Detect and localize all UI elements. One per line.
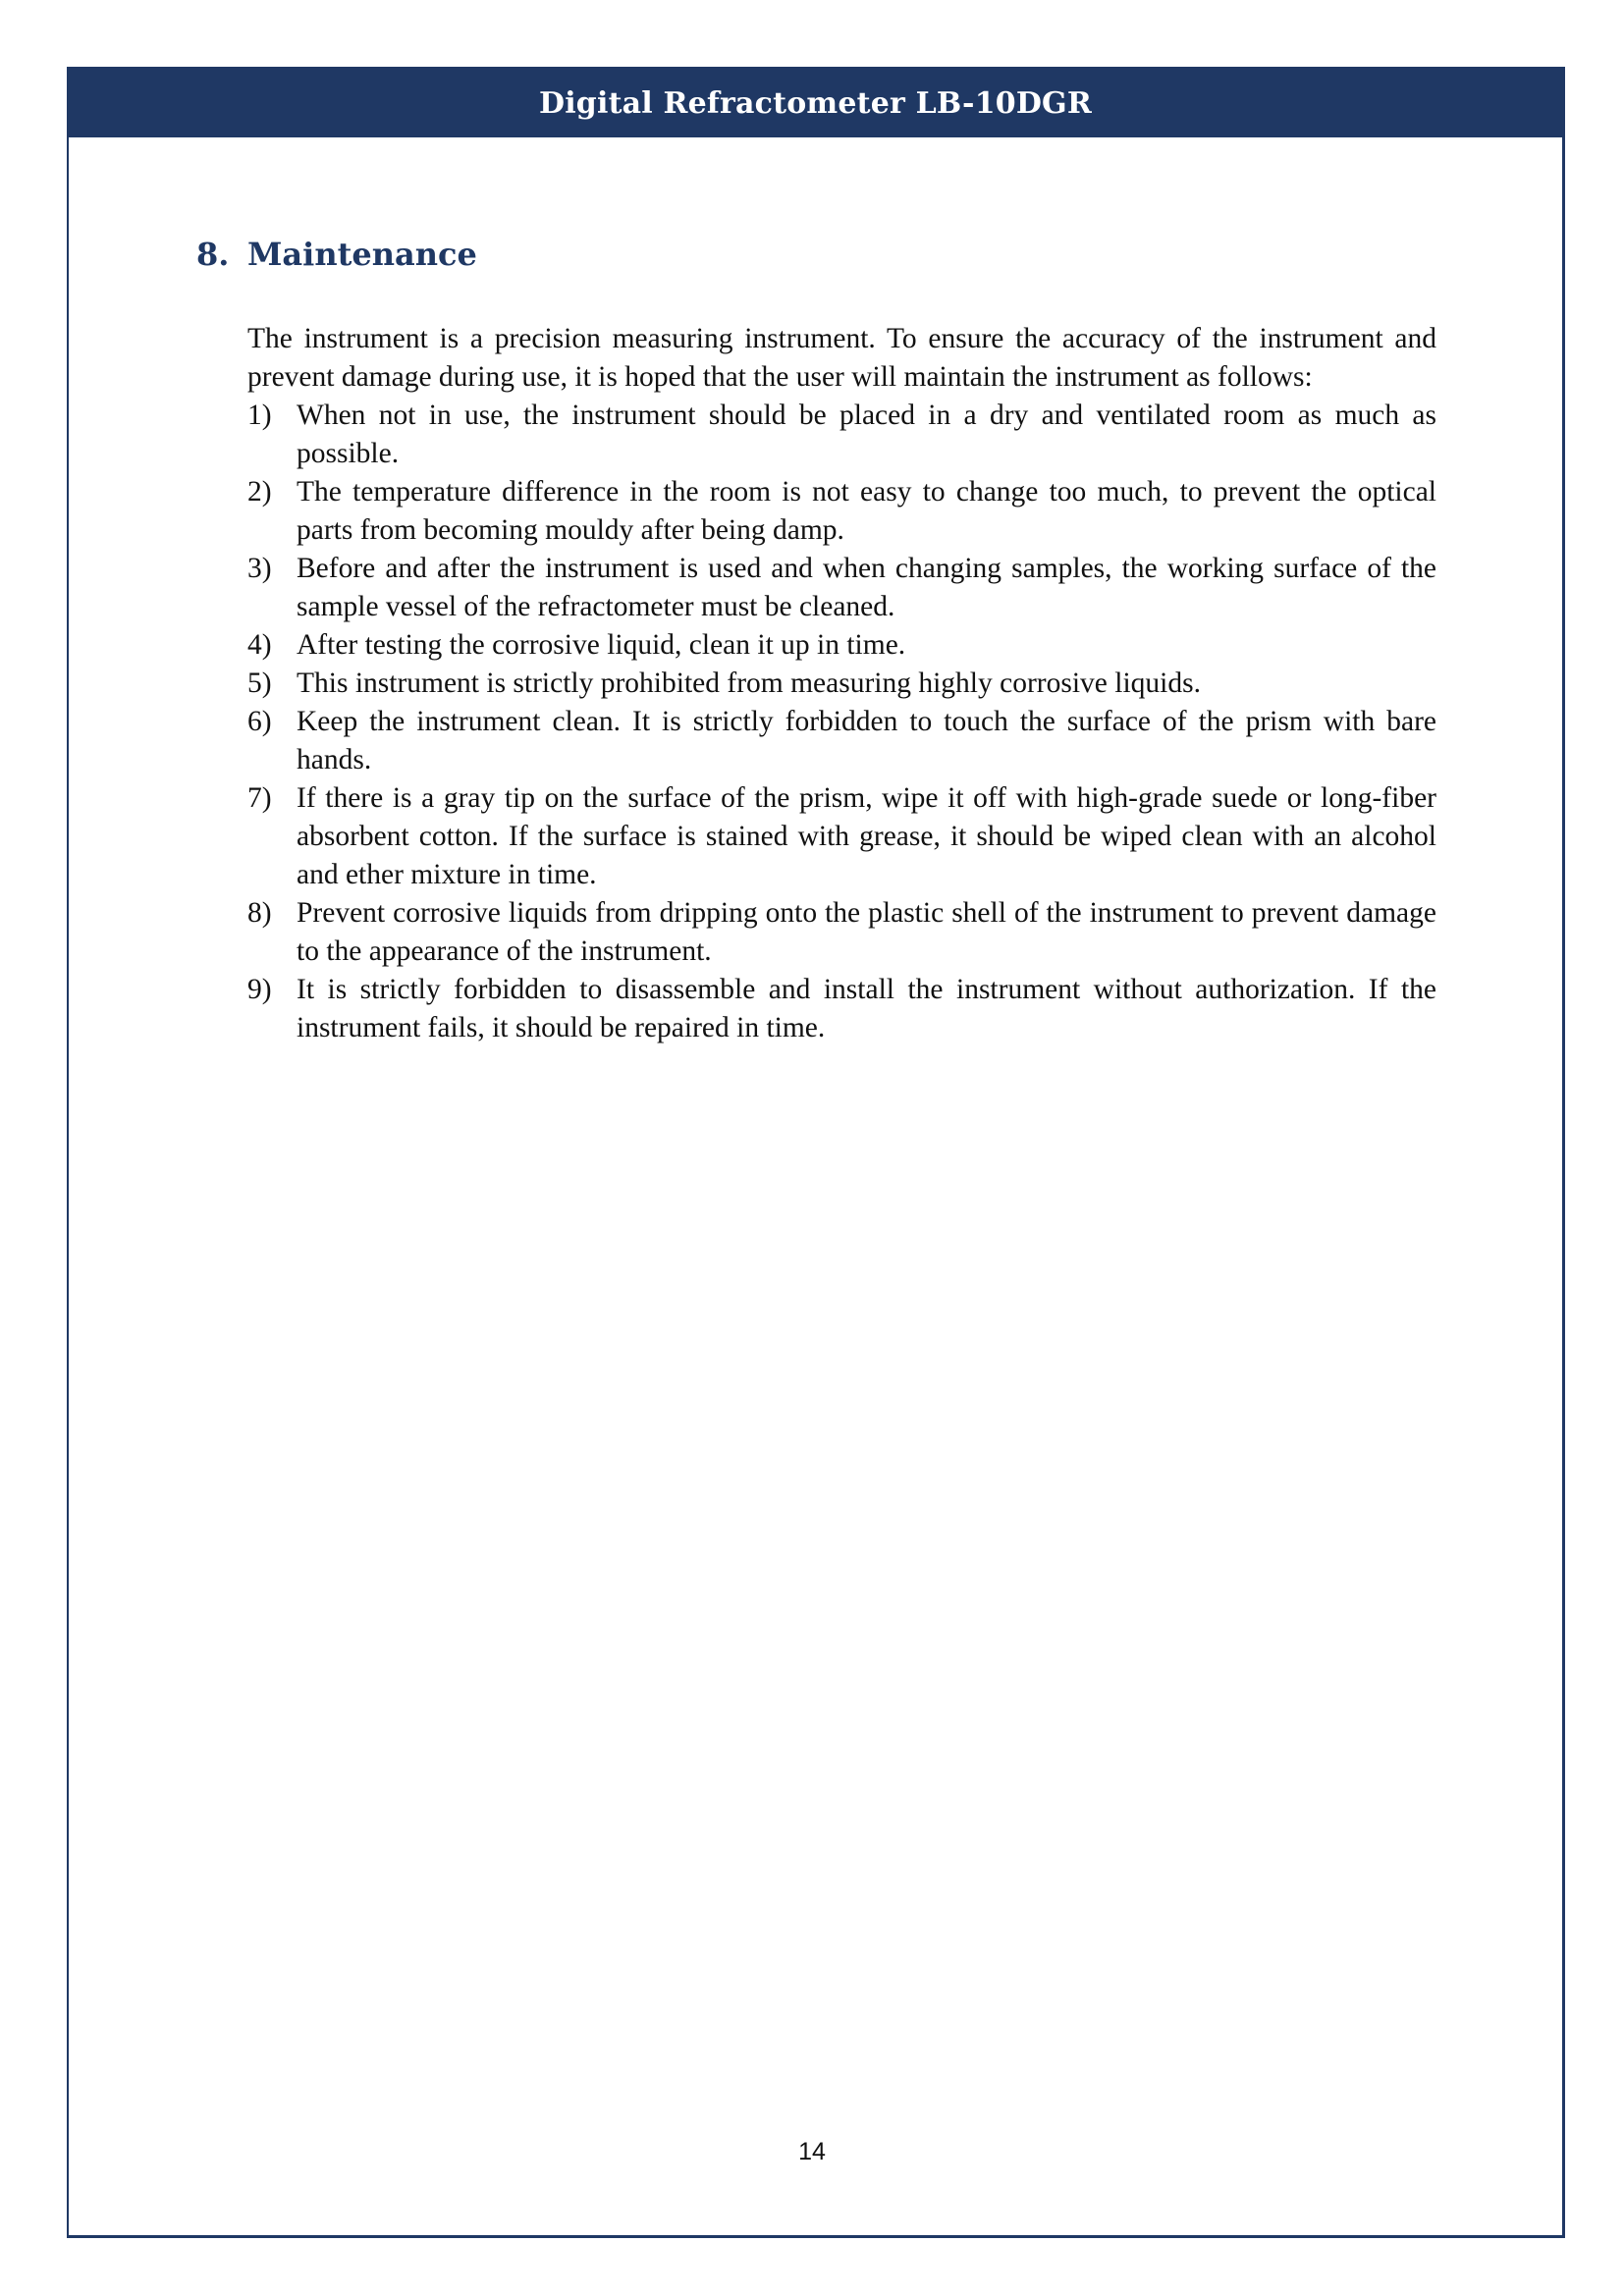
list-item [247,971,1436,1047]
list-item-number: 9) [247,974,272,1005]
list-item-number: 3) [247,553,272,584]
list-item-number: 4) [247,629,272,661]
list-item [247,703,1436,779]
intro-paragraph: The instrument is a precision measuring instrument. To ensure the accuracy of the instrument and prevent damage during use, it is hoped that the user will maintain the instrument as follows: [247,323,1436,393]
list-item [247,473,1436,550]
list-item-text: Before and after the instrument is used and when changing samples, the working surface of the sample vessel of the refractometer must be cleaned. [297,553,1436,622]
maintenance-list [247,397,1436,1047]
list-item-number: 8) [247,897,272,929]
list-item-text: If there is a gray tip on the surface of the prism, wipe it off with high-grade suede or long-fiber absorbent cotton. If the surface is stained with grease, it should be wiped clean with an alcohol and ether mixture in time. [297,782,1436,890]
list-item-number: 5) [247,667,272,699]
section-title: Maintenance [247,236,477,273]
list-item [247,550,1436,626]
list-item-text: The temperature difference in the room is not easy to change too much, to prevent the optical parts from becoming mouldy after being damp. [297,476,1436,546]
section-number: 8. [196,236,230,273]
document-title: Digital Refractometer LB-10DGR [538,85,1093,121]
page-number: 14 [798,2138,826,2165]
list-item [247,779,1436,894]
list-item-text: After testing the corrosive liquid, clean it up in time. [297,629,906,661]
list-item-text: Prevent corrosive liquids from dripping onto the plastic shell of the instrument to prevent damage to the appearance of the instrument. [297,897,1436,967]
list-item [247,626,1436,665]
list-item [247,397,1436,473]
list-item-number: 1) [247,400,272,431]
list-item-number: 2) [247,476,272,507]
list-item-text: Keep the instrument clean. It is strictly forbidden to touch the surface of the prism with bare hands. [297,706,1436,775]
list-item-number: 6) [247,706,272,737]
list-item-text: When not in use, the instrument should be placed in a dry and ventilated room as much as possible. [297,400,1436,469]
list-item [247,665,1436,703]
section-heading [196,236,477,273]
list-item-text: It is strictly forbidden to disassemble and install the instrument without authorization. If the instrument fails, it should be repaired in time. [297,974,1436,1043]
list-item [247,894,1436,971]
header-bar [69,69,1562,137]
list-item-text: This instrument is strictly prohibited from measuring highly corrosive liquids. [297,667,1201,699]
section-body [247,320,1436,1047]
list-item-number: 7) [247,782,272,814]
